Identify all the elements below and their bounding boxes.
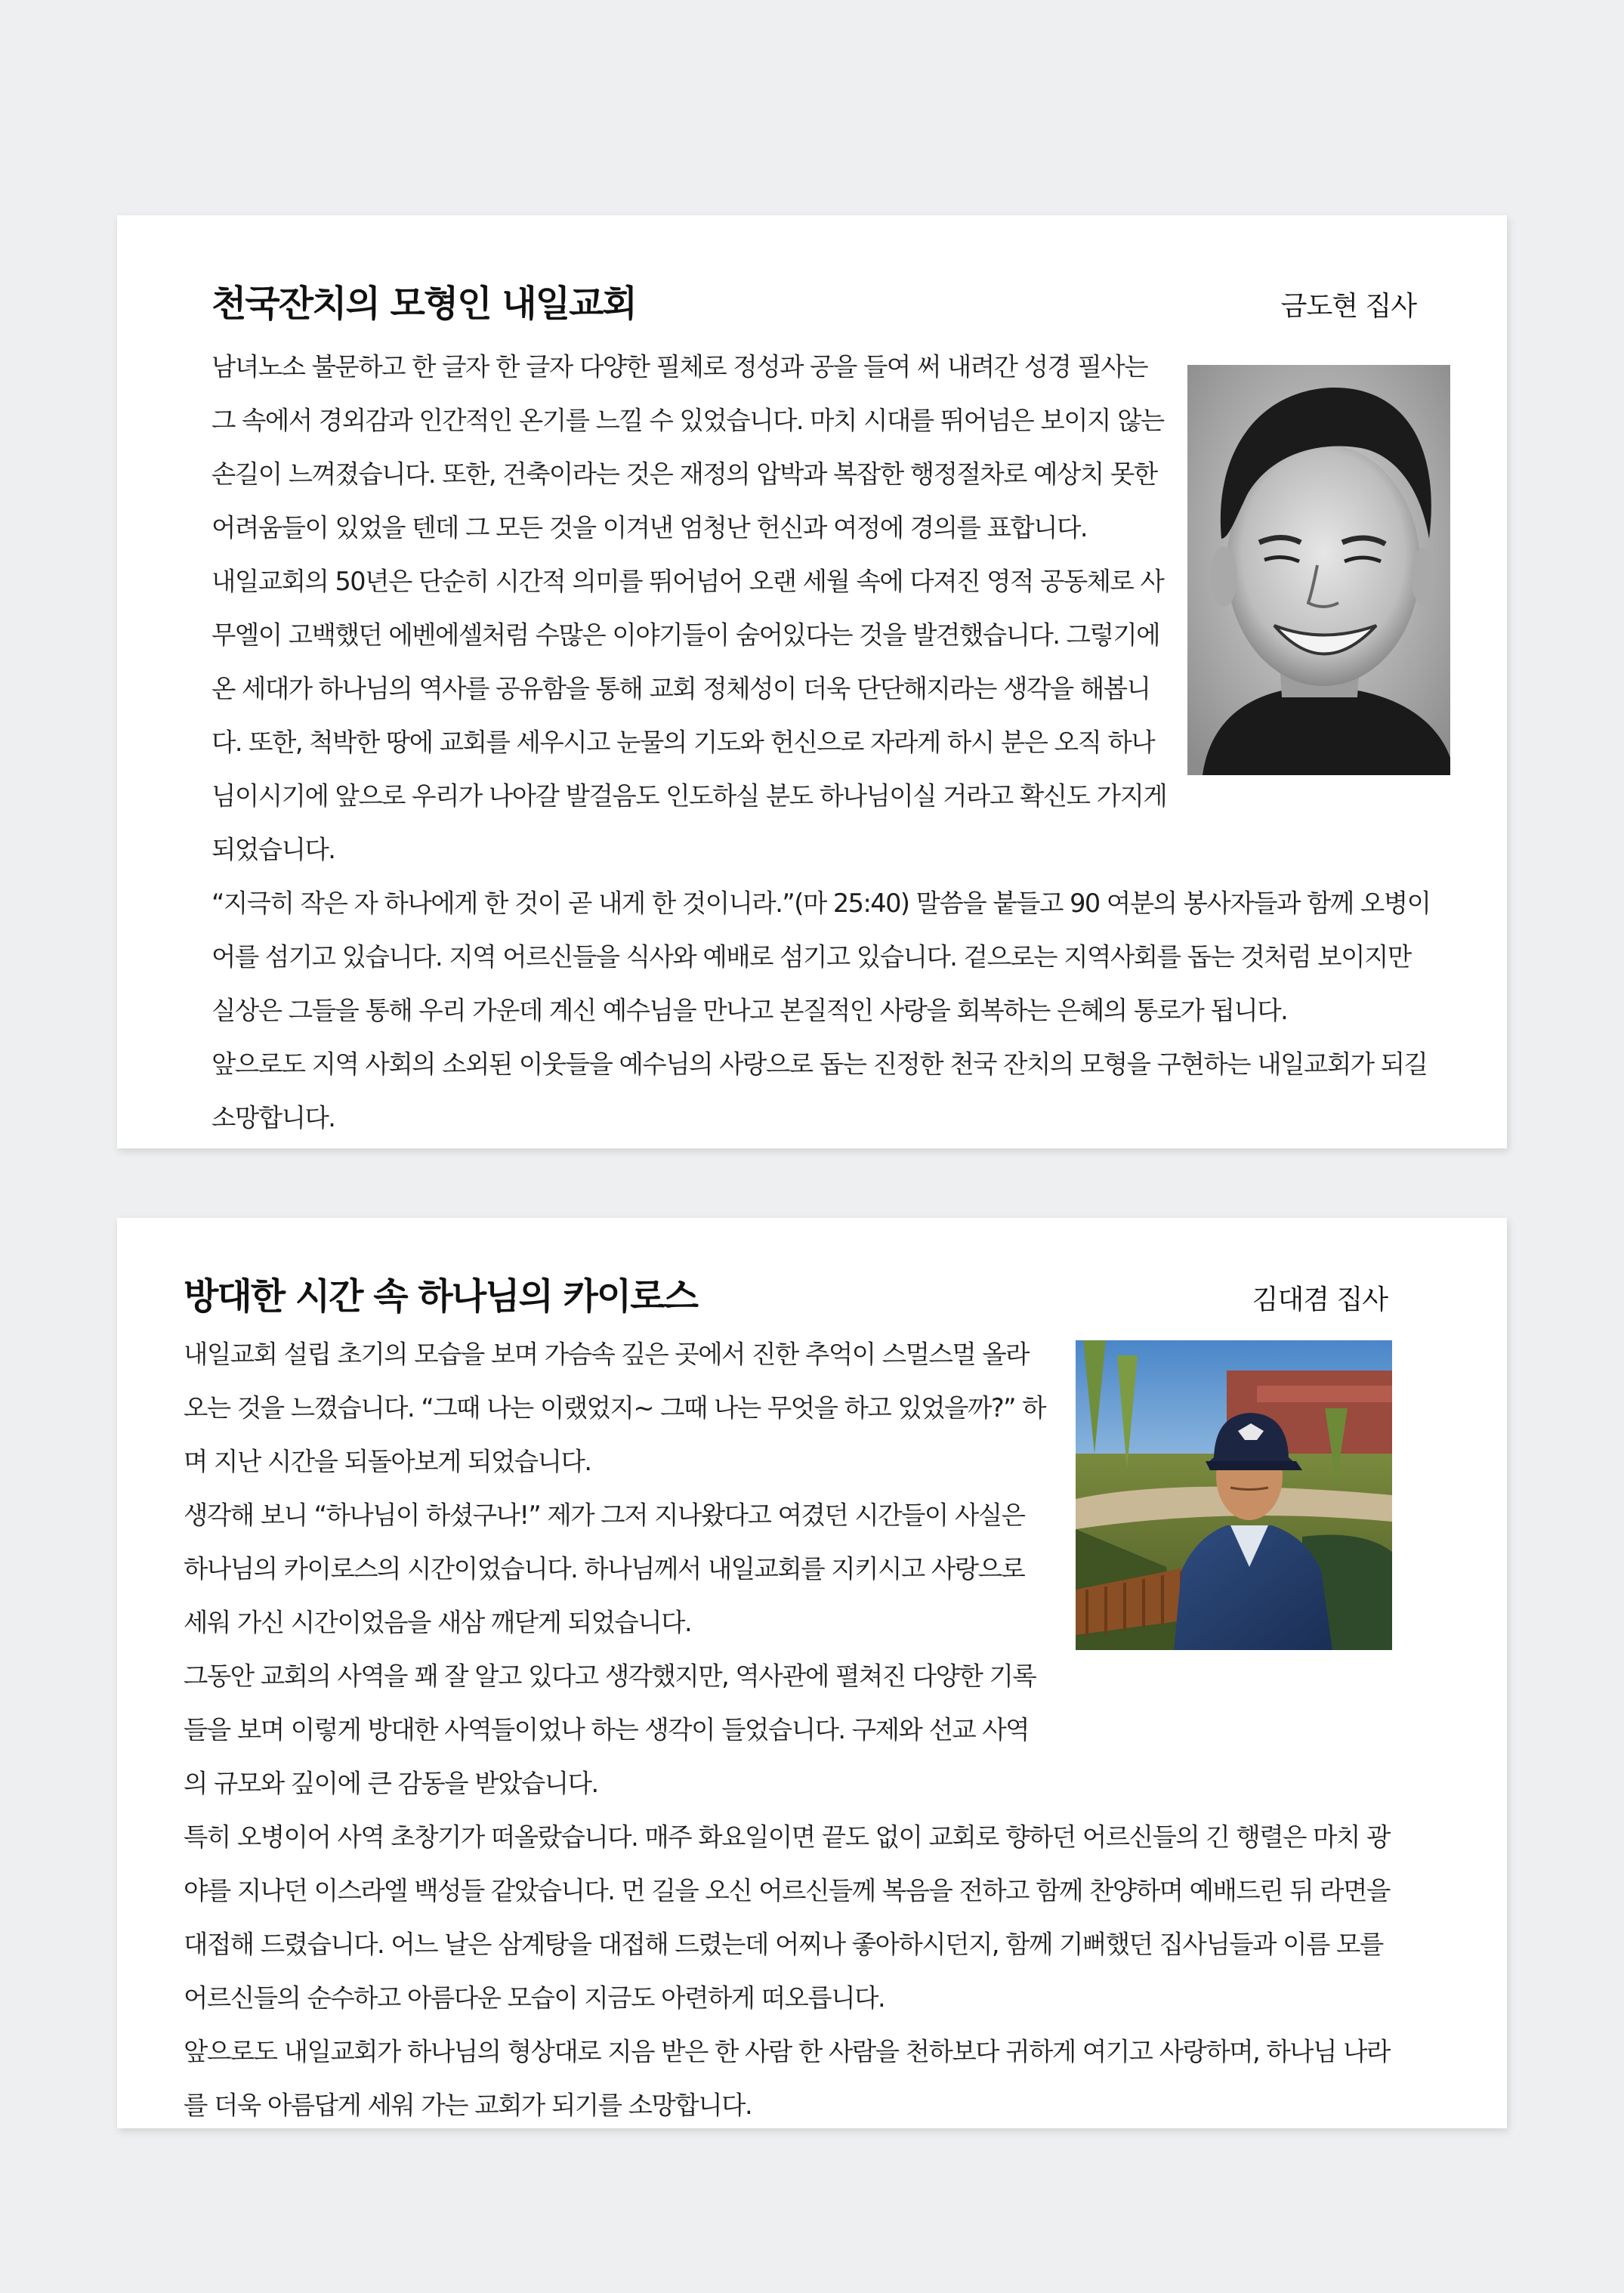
article-card-2 (117, 1218, 1507, 2128)
article-author: 금도현 집사 (1280, 291, 1416, 322)
paragraph: 내일교회의 50년은 단순히 시간적 의미를 뛰어넘어 오랜 세월 속에 다져진 영적 공동체로 사무엘이 고백했던 에벤에셀처럼 수많은 이야기들이 숨어있다는 것을 발견했습니다. 그렇기에 온 세대가 하나님의 역사를 공유함을 통해 교회 정체성이 더욱 단단해지라는 생각을 해봅니다. 또한, 척박한 땅에 교회를 세우시고 눈물의 기도와 헌신으로 자라게 하시 분은 오직 하나님이시기에 앞으로 우리가 나아갈 발걸음도 인도하실 분도 하나님이실 거라고 확신도 가지게 되었습니다. (211, 567, 1167, 864)
article-author: 김대겸 집사 (1252, 1284, 1388, 1315)
article-title: 방대한 시간 속 하나님의 카이로스 (184, 1275, 697, 1318)
article-body (211, 340, 1439, 1145)
paragraph: 그동안 교회의 사역을 꽤 잘 알고 있다고 생각했지만, 역사관에 펼쳐진 다양한 기록들을 보며 이렇게 방대한 사역들이었나 하는 생각이 들었습니다. 구제와 선교 사역의 규모와 깊이에 큰 감동을 받았습니다. (184, 1661, 1036, 1798)
article-title: 천국잔치의 모형인 내일교회 (211, 283, 636, 325)
paragraph: 남녀노소 불문하고 한 글자 한 글자 다양한 필체로 정성과 공을 들여 써 내려간 성경 필사는 그 속에서 경외감과 인간적인 온기를 느낄 수 있었습니다. 마치 시대를 뛰어넘은 보이지 않는 손길이 느껴졌습니다. 또한, 건축이라는 것은 재정의 압박과 복잡한 행정절차로 예상치 못한 어려움들이 있었을 텐데 그 모든 것을 이겨낸 엄청난 헌신과 여정에 경의를 표합니다. (211, 352, 1164, 542)
article-card-1 (117, 215, 1507, 1148)
portrait-photo-bw (1187, 365, 1450, 775)
article-body (184, 1327, 1392, 2132)
paragraph: 앞으로도 지역 사회의 소외된 이웃들을 예수님의 사랑으로 돕는 진정한 천국 잔치의 모형을 구현하는 내일교회가 되길 소망합니다. (211, 1049, 1428, 1133)
paragraph: 특히 오병이어 사역 초창기가 떠올랐습니다. 매주 화요일이면 끝도 없이 교회로 향하던 어르신들의 긴 행렬은 마치 광야를 지나던 이스라엘 백성들 같았습니다. 먼 길을 오신 어르신들께 복음을 전하고 함께 찬양하며 예배드린 뒤 라면을 대접해 드렸습니다. 어느 날은 삼계탕을 대접해 드렸는데 어찌나 좋아하시던지, 함께 기뻐했던 집사님들과 이름 모를 어르신들의 순수하고 아름다운 모습이 지금도 아련하게 떠오릅니다. (184, 1822, 1390, 2013)
paragraph: 내일교회 설립 초기의 모습을 보며 가슴속 깊은 곳에서 진한 추억이 스멀스멀 올라오는 것을 느꼈습니다. “그때 나는 이랬었지~ 그때 나는 무엇을 하고 있었을까?” 하며 지난 시간을 되돌아보게 되었습니다. (184, 1340, 1046, 1476)
portrait-photo-outdoor (1076, 1340, 1392, 1650)
paragraph: 앞으로도 내일교회가 하나님의 형상대로 지음 받은 한 사람 한 사람을 천하보다 귀하게 여기고 사랑하며, 하나님 나라를 더욱 아름답게 세워 가는 교회가 되기를 소망합니다. (184, 2037, 1390, 2120)
paragraph: 생각해 보니 “하나님이 하셨구나!” 제가 그저 지나왔다고 여겼던 시간들이 사실은 하나님의 카이로스의 시간이었습니다. 하나님께서 내일교회를 지키시고 사랑으로 세워 가신 시간이었음을 새삼 깨닫게 되었습니다. (184, 1500, 1025, 1637)
author-photo (1168, 340, 1450, 824)
author-photo (1049, 1327, 1392, 1757)
paragraph: “지극히 작은 자 하나에게 한 것이 곧 내게 한 것이니라.”(마 25:40) 말씀을 붙들고 90 여분의 봉사자들과 함께 오병이어를 섬기고 있습니다. 지역 어르신들을 식사와 예배로 섬기고 있습니다. 겉으로는 지역사회를 돕는 것처럼 보이지만 실상은 그들을 통해 우리 가운데 계신 예수님을 만나고 본질적인 사랑을 회복하는 은혜의 통로가 됩니다. (211, 888, 1431, 1025)
